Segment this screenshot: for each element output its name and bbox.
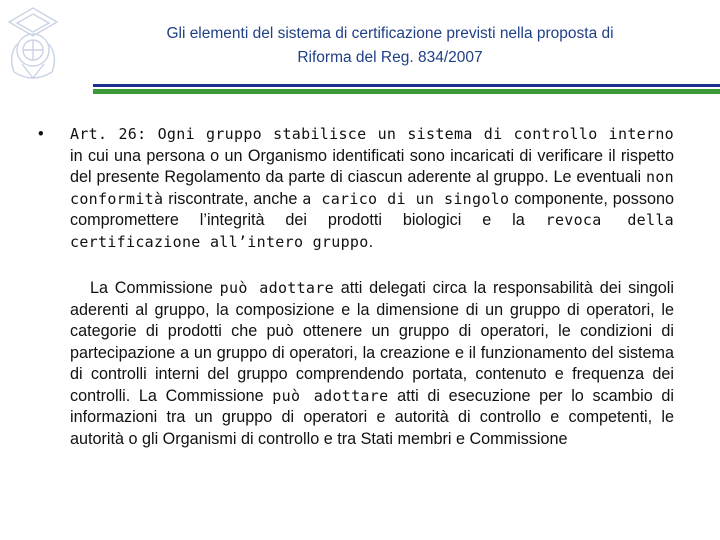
- title-line-2: Riforma del Reg. 834/2007: [297, 49, 483, 66]
- emphasis-puo-adottare: può adottare: [272, 386, 389, 405]
- text-span: .: [368, 232, 374, 251]
- emphasis-non-conformita: non conformità: [70, 168, 674, 208]
- paragraph-commissione: [38, 278, 674, 450]
- text-span: atti di esecuzione per lo scambio di informazioni tra un gruppo di operatori e autorità di controllo e competenti, le autorità o gli Organismi di controllo e tra Stati membri e Commissione: [70, 386, 674, 448]
- page-title: [70, 22, 710, 70]
- text-span: La Commissione: [90, 279, 220, 297]
- header-divider: [93, 84, 720, 94]
- text-span: atti delegati circa la responsabilità dei singoli aderenti al gruppo, la composizione e la dimensione di un gruppo di operatori, le categorie di prodotti che può ottenere un gruppo di operatori, le condizioni di partecipazione a un gruppo di operatori, la creazione e il funzionamento del sistema di controlli interni del gruppo comprendendo portata, contenuto e frequenza dei controlli. La Commissione: [70, 279, 674, 405]
- emphasis-revoca: revoca della certificazione all’intero gruppo: [70, 211, 674, 251]
- paragraph-art-26: [70, 124, 674, 253]
- article-number: Art. 26:: [70, 125, 147, 143]
- slide-body: [38, 124, 674, 450]
- bullet-item: [38, 124, 674, 253]
- text-span: in cui una persona o un Organismo identificati sono incaricati di verificare il rispetto del presente Regolamento da parte di ciascun aderente al gruppo. Le eventuali: [70, 146, 674, 186]
- text-span: componente, possono compromettere l’integrità dei prodotti biologici e la: [70, 189, 674, 229]
- divider-green: [93, 89, 720, 94]
- text-span: Ogni gruppo stabilisce un sistema di controllo interno: [146, 125, 674, 143]
- bullet-icon: •: [38, 125, 44, 143]
- text-span: a carico di un singolo: [302, 189, 510, 208]
- title-line-1: Gli elementi del sistema di certificazione previsti nella proposta di: [166, 25, 614, 42]
- text-span: riscontrate, anche: [163, 189, 303, 208]
- republic-emblem-icon: [4, 4, 62, 86]
- emphasis-puo-adottare: può adottare: [219, 279, 334, 297]
